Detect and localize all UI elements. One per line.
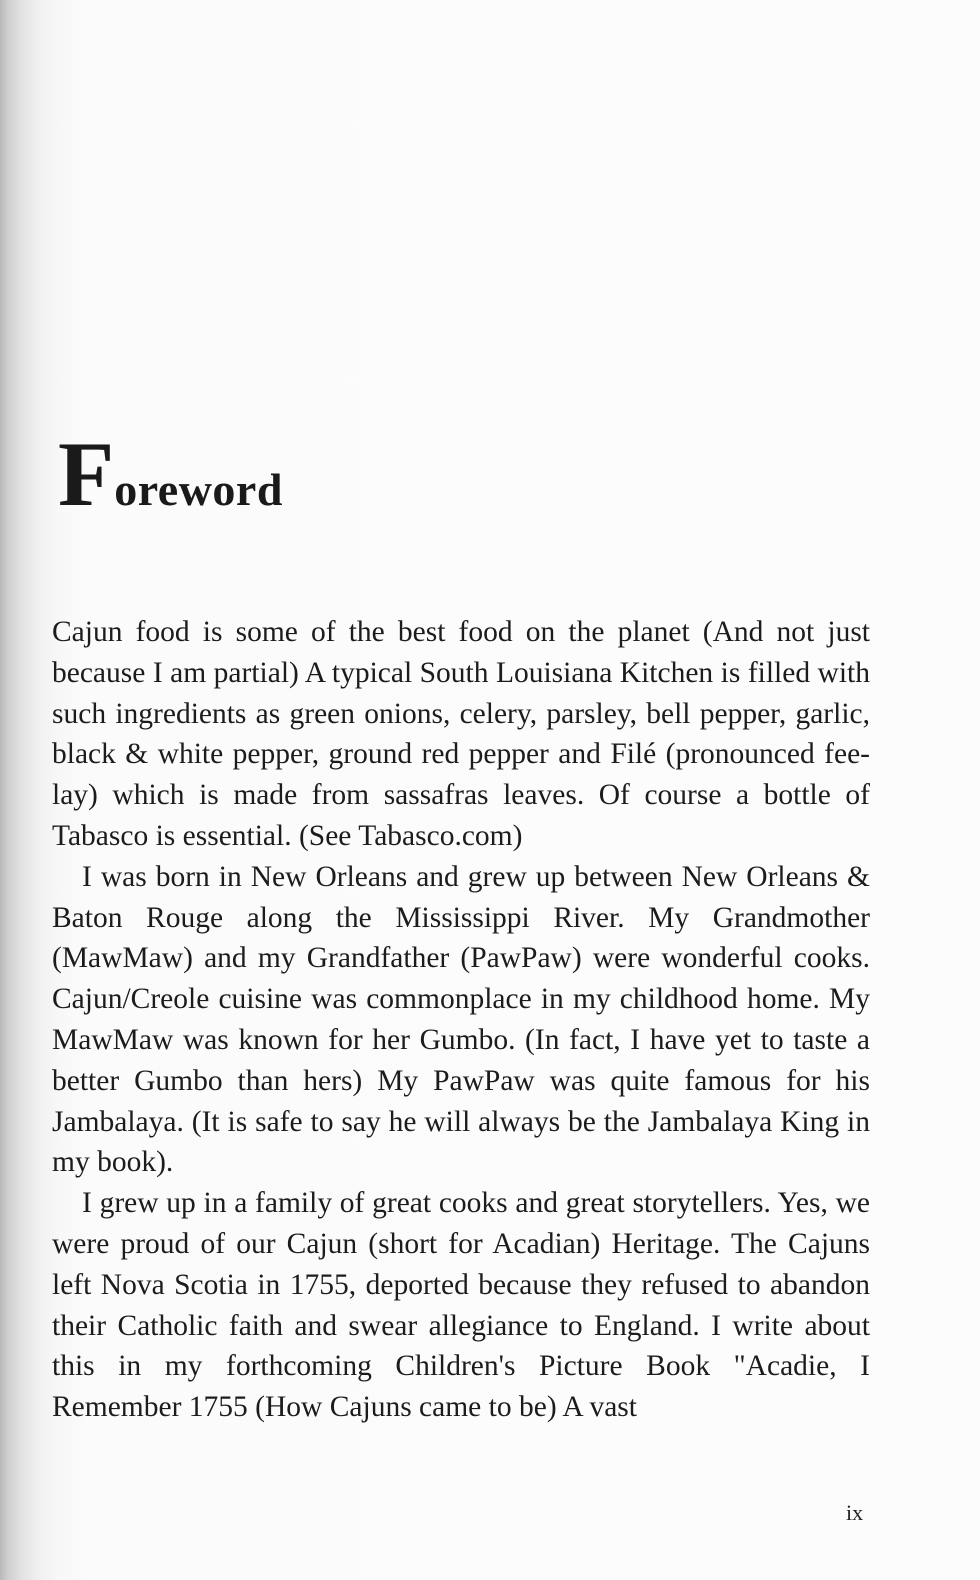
title-initial-letter: F [58, 423, 115, 525]
paragraph-2: I was born in New Orleans and grew up between New Orleans & Baton Rouge along the Mississippi River. My Grandmother (MawMaw) and my Grandfather (PawPaw) were wonderful cooks. Cajun/Creole cuisine was commonplace in my childhood home. My MawMaw was known for her Gumbo. (In fact, I have yet to taste a better Gumbo than hers) My PawPaw was quite famous for his Jambalaya. (It is safe to say he will always be the Jambalaya King in my book). [52, 860, 870, 1179]
paragraph-3: I grew up in a family of great cooks and great storytellers. Yes, we were proud of our Cajun (short for Acadian) Heritage. The Cajuns left Nova Scotia in 1755, deported because they refused to abandon their Catholic faith and swear allegiance to England. I write about this in my forthcoming Children's Picture Book "Acadie, I Remember 1755 (How Cajuns came to be) A vast [52, 1187, 870, 1424]
body-text [52, 612, 870, 1428]
page-number: ix [846, 1500, 864, 1525]
paragraph-1: Cajun food is some of the best food on the planet (And not just because I am partial) A typical South Louisiana Kitchen is filled with such ingredients as green onions, celery, parsley, bell pepper, garlic, black & white pepper, ground red pepper and Filé (pronounced fee-lay) which is made from sassafras leaves. Of course a bottle of Tabasco is essential. (See Tabasco.com) [52, 616, 870, 852]
title-remainder: oreword [114, 464, 283, 515]
page-title [58, 423, 283, 525]
